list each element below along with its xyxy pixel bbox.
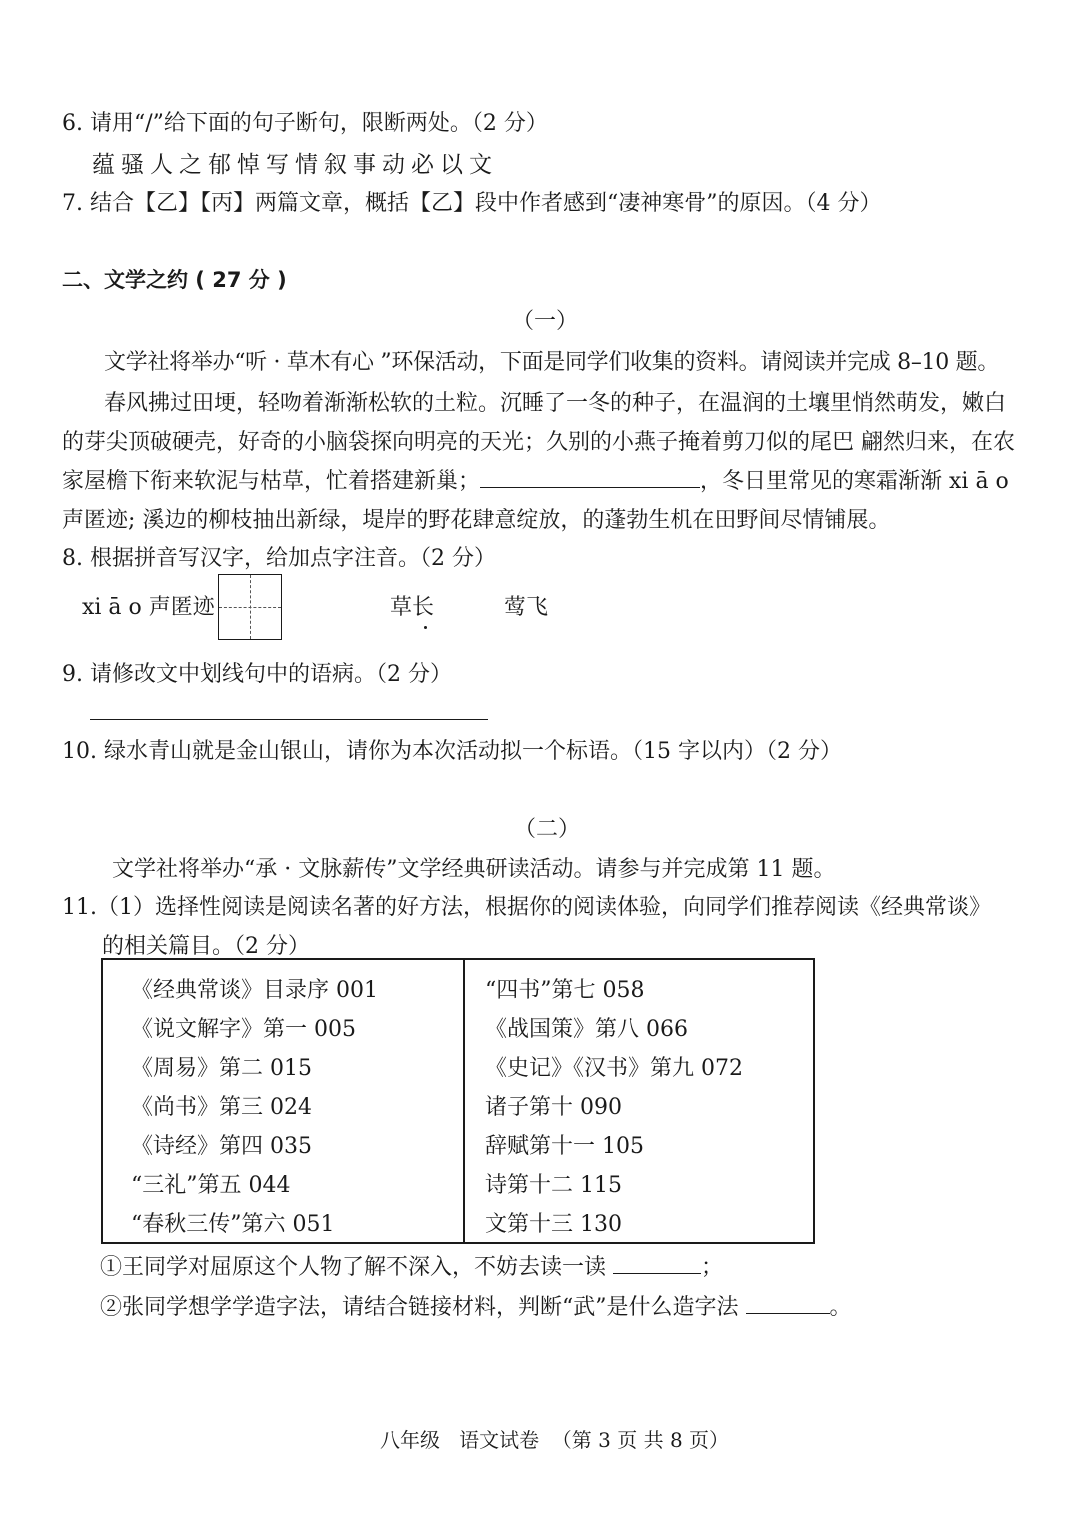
- part-2-intro: 文学社将举办“承 · 文脉薪传”文学经典研读活动。请参与并完成第 11 题。: [112, 857, 836, 882]
- passage-part-b: ，冬日里常见的寒霜渐渐 xi ā o 声匿迹; 溪边的柳枝抽出新绿，堤岸的野花肆意绽放，的蓬勃生机在田野间尽情铺展。: [62, 469, 1009, 533]
- toc-entry: 《经典常谈》目录序 001: [131, 978, 378, 1003]
- question-7-prompt: 7. 结合【乙】【丙】两篇文章，概括【乙】段中作者感到“凄神寒骨”的原因。（4 分）: [62, 191, 882, 216]
- toc-column-divider: [463, 960, 465, 1242]
- page-footer: 八年级 语文试卷 （第 3 页 共 8 页）: [380, 1428, 730, 1452]
- toc-entry: 《尚书》第三 024: [131, 1095, 312, 1120]
- sub-1-end: ；: [701, 1255, 724, 1280]
- grid-guide-horizontal: [219, 607, 281, 608]
- toc-entry: 《史记》《汉书》第九 072: [485, 1056, 743, 1081]
- question-6-sentence: 蕴骚人之郁悼写情叙事动必以文: [92, 152, 498, 178]
- question-10-prompt: 10. 绿水青山就是金山银山，请你为本次活动拟一个标语。（15 字以内）（2 分）: [62, 739, 842, 764]
- question-11-sub-1: [100, 1250, 723, 1281]
- sub-2-end: 。: [829, 1295, 852, 1320]
- sub-2-text: ②张同学想学学造字法，请结合链接材料，判断“武”是什么造字法: [100, 1295, 739, 1320]
- question-6-prompt: 6. 请用“/”给下面的句子断句，限断两处。（2 分）: [62, 111, 548, 136]
- part-1-heading: （一）: [512, 309, 579, 334]
- toc-entry: 辞赋第十一 105: [485, 1134, 644, 1159]
- toc-entry: 文第十三 130: [485, 1212, 622, 1237]
- sub-2-answer-blank[interactable]: [746, 1313, 830, 1314]
- passage: [62, 384, 1022, 540]
- toc-entry: 《说文解字》第一 005: [131, 1017, 356, 1042]
- toc-entry: 《周易》第二 015: [131, 1056, 312, 1081]
- question-8-word-1: 草长: [390, 595, 435, 620]
- toc-entry: “春秋三传”第六 051: [131, 1212, 335, 1237]
- answer-character-box[interactable]: [218, 574, 282, 640]
- question-8-word-2: 莺飞: [504, 595, 549, 620]
- emphasis-dot: [424, 626, 427, 629]
- toc-entry: 《战国策》第八 066: [485, 1017, 688, 1042]
- passage-part-a: 春风拂过田埂，轻吻着渐渐松软的土粒。沉睡了一冬的种子，在温润的土壤里悄然萌发，嫩白的芽尖顶破硬壳，好奇的小脑袋探向明亮的天光；久别的小燕子掩着剪刀似的尾巴 翩然归来，在农家屋檐下衔来软泥与枯草，忙着搭建新巢；: [62, 391, 1015, 494]
- toc-entry: 诸子第十 090: [485, 1095, 622, 1120]
- question-9-answer-line[interactable]: [90, 719, 488, 720]
- question-11-prompt-line-1: 11.（1）选择性阅读是阅读名著的好方法，根据你的阅读体验，向同学们推荐阅读《经典常谈》: [62, 895, 991, 920]
- sub-1-text: ①王同学对屈原这个人物了解不深入，不妨去读一读: [100, 1255, 607, 1280]
- toc-entry: 诗第十二 115: [485, 1173, 622, 1198]
- question-8-prompt: 8. 根据拼音写汉字，给加点字注音。（2 分）: [62, 546, 496, 571]
- toc-entry: “三礼”第五 044: [131, 1173, 291, 1198]
- underlined-sentence-blank[interactable]: [480, 487, 700, 488]
- sub-1-answer-blank[interactable]: [613, 1273, 701, 1274]
- question-9-prompt: 9. 请修改文中划线句中的语病。（2 分）: [62, 662, 452, 687]
- toc-entry: “四书”第七 058: [485, 978, 645, 1003]
- toc-entry: 《诗经》第四 035: [131, 1134, 312, 1159]
- section-2-title: 二、文学之约 ( 27 分 ): [62, 268, 287, 292]
- part-1-intro: 文学社将举办“听 · 草木有心 ”环保活动，下面是同学们收集的资料。请阅读并完成 8–10 题。: [104, 350, 1000, 375]
- question-11-prompt-line-2: 的相关篇目。（2 分）: [102, 934, 310, 959]
- toc-table: [101, 958, 815, 1244]
- question-11-sub-2: [100, 1290, 852, 1321]
- part-2-heading: （二）: [514, 817, 581, 842]
- question-8-pinyin: xi ā o 声匿迹: [82, 595, 215, 620]
